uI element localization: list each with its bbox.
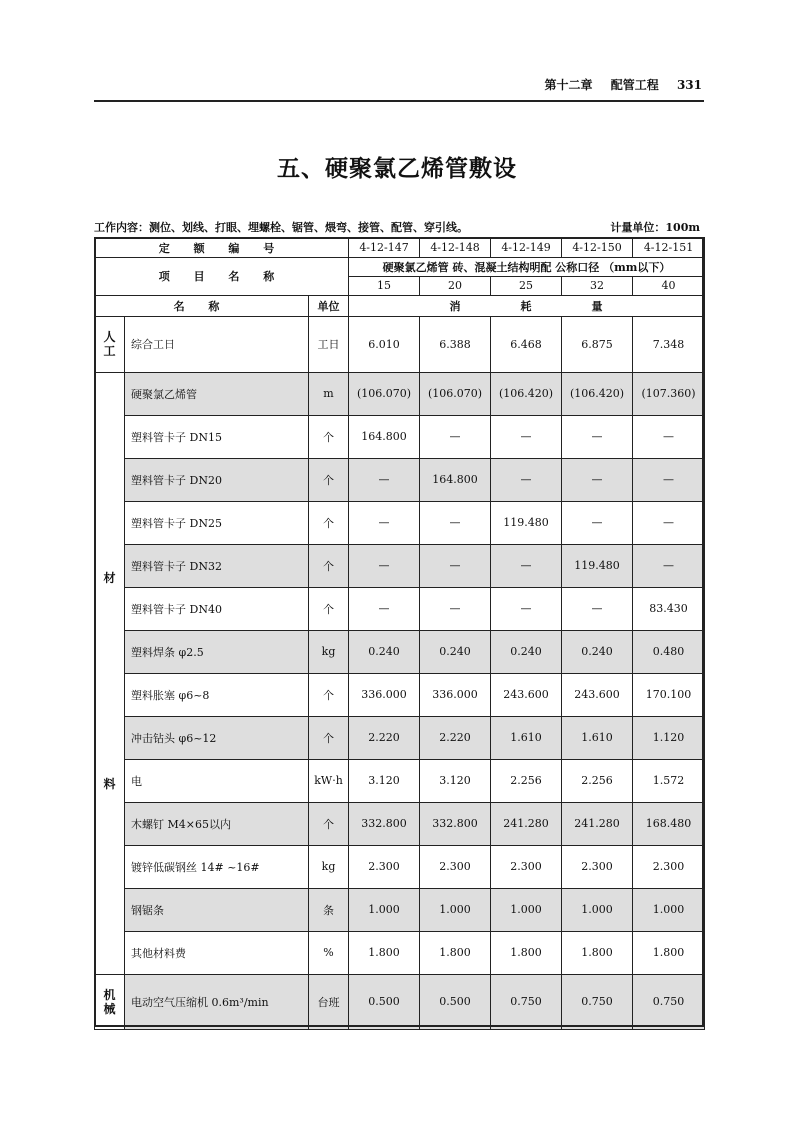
item-value: 243.600 bbox=[491, 673, 562, 716]
item-value: — bbox=[562, 458, 633, 501]
table-row bbox=[95, 716, 705, 759]
page-title: 五、硬聚氯乙烯管敷设 bbox=[277, 155, 517, 182]
item-unit: kg bbox=[309, 845, 349, 888]
item-name: 硬聚氯乙烯管 bbox=[125, 372, 309, 415]
table-row bbox=[95, 673, 705, 716]
item-name: 塑料焊条 φ2.5 bbox=[125, 630, 309, 673]
item-name: 其他材料费 bbox=[125, 931, 309, 974]
unit-label: 计量单位：100m bbox=[610, 221, 700, 234]
item-value: 1.120 bbox=[633, 716, 705, 759]
category-material-label-1: 材 bbox=[103, 570, 116, 585]
column-header-row bbox=[95, 295, 705, 316]
item-value: — bbox=[491, 415, 562, 458]
quota-code: 4-12-151 bbox=[633, 238, 705, 257]
table-row bbox=[95, 372, 705, 415]
item-name: 电 bbox=[125, 759, 309, 802]
item-value: (106.070) bbox=[420, 372, 491, 415]
item-value: (106.420) bbox=[491, 372, 562, 415]
item-value: 1.000 bbox=[491, 888, 562, 931]
item-value: 1.572 bbox=[633, 759, 705, 802]
item-value: — bbox=[420, 587, 491, 630]
section-label: 配管工程 bbox=[610, 78, 659, 92]
item-unit: 台班 bbox=[309, 974, 349, 1029]
item-value: 0.500 bbox=[349, 974, 420, 1029]
item-value: — bbox=[491, 458, 562, 501]
table-row bbox=[95, 316, 705, 372]
table-row bbox=[95, 587, 705, 630]
item-value: 2.300 bbox=[562, 845, 633, 888]
item-value: — bbox=[420, 544, 491, 587]
diameter: 25 bbox=[491, 276, 562, 295]
quota-table bbox=[94, 237, 705, 1030]
item-name: 塑料管卡子 DN25 bbox=[125, 501, 309, 544]
item-value: 2.220 bbox=[349, 716, 420, 759]
item-name: 塑料管卡子 DN15 bbox=[125, 415, 309, 458]
item-value: 1.800 bbox=[420, 931, 491, 974]
item-value: — bbox=[491, 544, 562, 587]
consumption-header-char: 耗 bbox=[491, 295, 562, 316]
item-unit: m bbox=[309, 372, 349, 415]
category-machine bbox=[95, 974, 125, 1029]
chapter-label: 第十二章 bbox=[544, 78, 593, 92]
header-info bbox=[531, 76, 702, 93]
item-value: 0.240 bbox=[349, 630, 420, 673]
item-value: 0.750 bbox=[562, 974, 633, 1029]
item-value: 3.120 bbox=[420, 759, 491, 802]
item-unit: 个 bbox=[309, 716, 349, 759]
item-value: 1.800 bbox=[633, 931, 705, 974]
consumption-header-spacer bbox=[349, 295, 420, 316]
item-value: 1.800 bbox=[562, 931, 633, 974]
table-row bbox=[95, 415, 705, 458]
name-column-header: 名 称 bbox=[95, 295, 309, 316]
table-row bbox=[95, 888, 705, 931]
table-row bbox=[95, 759, 705, 802]
item-unit: 个 bbox=[309, 673, 349, 716]
item-value: 0.480 bbox=[633, 630, 705, 673]
item-name: 综合工日 bbox=[125, 316, 309, 372]
item-value: 1.000 bbox=[633, 888, 705, 931]
item-value: 336.000 bbox=[349, 673, 420, 716]
unit-column-header: 单位 bbox=[309, 295, 349, 316]
item-value: 6.010 bbox=[349, 316, 420, 372]
quota-code-label: 定 额 编 号 bbox=[95, 238, 349, 257]
item-value: 0.240 bbox=[420, 630, 491, 673]
item-value: — bbox=[420, 415, 491, 458]
item-value: 6.388 bbox=[420, 316, 491, 372]
table-row bbox=[95, 802, 705, 845]
table-row bbox=[95, 544, 705, 587]
quota-code: 4-12-148 bbox=[420, 238, 491, 257]
item-value: — bbox=[349, 458, 420, 501]
item-value: — bbox=[349, 501, 420, 544]
consumption-header-char: 消 bbox=[420, 295, 491, 316]
item-unit: 个 bbox=[309, 415, 349, 458]
table-row bbox=[95, 845, 705, 888]
item-value: — bbox=[491, 587, 562, 630]
item-unit: 个 bbox=[309, 802, 349, 845]
item-value: 1.610 bbox=[562, 716, 633, 759]
quota-code: 4-12-147 bbox=[349, 238, 420, 257]
item-value: 7.348 bbox=[633, 316, 705, 372]
category-gap bbox=[98, 585, 121, 777]
item-value: 0.750 bbox=[633, 974, 705, 1029]
item-value: 1.000 bbox=[420, 888, 491, 931]
quota-code-row bbox=[95, 238, 705, 257]
item-value: 2.256 bbox=[491, 759, 562, 802]
item-value: 6.875 bbox=[562, 316, 633, 372]
item-value: 168.480 bbox=[633, 802, 705, 845]
item-name-label: 项 目 名 称 bbox=[95, 257, 349, 295]
description-row bbox=[95, 257, 705, 276]
item-name: 冲击钻头 φ6~12 bbox=[125, 716, 309, 759]
table-row bbox=[95, 630, 705, 673]
item-value: 1.800 bbox=[349, 931, 420, 974]
item-value: 2.256 bbox=[562, 759, 633, 802]
item-value: 2.300 bbox=[420, 845, 491, 888]
item-value: — bbox=[633, 415, 705, 458]
consumption-header-spacer bbox=[633, 295, 705, 316]
item-unit: % bbox=[309, 931, 349, 974]
item-value: 243.600 bbox=[562, 673, 633, 716]
diameter: 20 bbox=[420, 276, 491, 295]
item-value: 170.100 bbox=[633, 673, 705, 716]
item-unit: 工日 bbox=[309, 316, 349, 372]
diameter: 40 bbox=[633, 276, 705, 295]
item-value: 164.800 bbox=[420, 458, 491, 501]
item-name: 钢锯条 bbox=[125, 888, 309, 931]
category-machine-label: 机械 bbox=[103, 987, 116, 1016]
item-name: 塑料管卡子 DN32 bbox=[125, 544, 309, 587]
item-unit: kW·h bbox=[309, 759, 349, 802]
item-value: (106.420) bbox=[562, 372, 633, 415]
item-value: 2.220 bbox=[420, 716, 491, 759]
item-value: 2.300 bbox=[349, 845, 420, 888]
consumption-header-char: 量 bbox=[562, 295, 633, 316]
item-value: 0.240 bbox=[562, 630, 633, 673]
item-value: — bbox=[633, 544, 705, 587]
item-value: 83.430 bbox=[633, 587, 705, 630]
item-value: 3.120 bbox=[349, 759, 420, 802]
item-value: — bbox=[349, 544, 420, 587]
item-value: — bbox=[349, 587, 420, 630]
item-value: 2.300 bbox=[491, 845, 562, 888]
item-value: 1.800 bbox=[491, 931, 562, 974]
item-value: 241.280 bbox=[491, 802, 562, 845]
item-name: 木螺钉 M4×65以内 bbox=[125, 802, 309, 845]
quota-code: 4-12-150 bbox=[562, 238, 633, 257]
work-content: 工作内容：测位、划线、打眼、埋螺栓、锯管、煨弯、接管、配管、穿引线。 bbox=[94, 221, 468, 234]
category-material bbox=[95, 372, 125, 974]
item-value: — bbox=[562, 415, 633, 458]
item-value: 0.500 bbox=[420, 974, 491, 1029]
table-row bbox=[95, 458, 705, 501]
item-value: 164.800 bbox=[349, 415, 420, 458]
item-name: 塑料管卡子 DN20 bbox=[125, 458, 309, 501]
item-value: 1.610 bbox=[491, 716, 562, 759]
item-value: (107.360) bbox=[633, 372, 705, 415]
item-value: 1.000 bbox=[562, 888, 633, 931]
item-name: 镀锌低碳钢丝 14# ~16# bbox=[125, 845, 309, 888]
meta-line bbox=[94, 219, 704, 235]
item-value: (106.070) bbox=[349, 372, 420, 415]
item-value: — bbox=[562, 501, 633, 544]
item-value: 336.000 bbox=[420, 673, 491, 716]
table-row bbox=[95, 501, 705, 544]
table-row bbox=[95, 931, 705, 974]
item-unit: kg bbox=[309, 630, 349, 673]
item-value: 332.800 bbox=[420, 802, 491, 845]
table-row bbox=[95, 974, 705, 1029]
item-value: 119.480 bbox=[491, 501, 562, 544]
item-value: — bbox=[633, 458, 705, 501]
item-unit: 个 bbox=[309, 501, 349, 544]
item-value: — bbox=[562, 587, 633, 630]
item-value: — bbox=[420, 501, 491, 544]
item-unit: 个 bbox=[309, 458, 349, 501]
item-value: 241.280 bbox=[562, 802, 633, 845]
page-header bbox=[94, 76, 704, 102]
item-value: 332.800 bbox=[349, 802, 420, 845]
diameter: 15 bbox=[349, 276, 420, 295]
item-value: 0.240 bbox=[491, 630, 562, 673]
category-labor bbox=[95, 316, 125, 372]
page-number: 331 bbox=[676, 78, 702, 92]
item-value: 2.300 bbox=[633, 845, 705, 888]
diameter: 32 bbox=[562, 276, 633, 295]
item-value: 6.468 bbox=[491, 316, 562, 372]
item-value: 1.000 bbox=[349, 888, 420, 931]
item-value: — bbox=[633, 501, 705, 544]
item-name: 电动空气压缩机 0.6m³/min bbox=[125, 974, 309, 1029]
category-material-label-2: 料 bbox=[103, 776, 116, 791]
item-name: 塑料管卡子 DN40 bbox=[125, 587, 309, 630]
item-description: 硬聚氯乙烯管 砖、混凝土结构明配 公称口径 （mm以下） bbox=[349, 257, 705, 276]
quota-code: 4-12-149 bbox=[491, 238, 562, 257]
item-unit: 条 bbox=[309, 888, 349, 931]
item-name: 塑料胀塞 φ6~8 bbox=[125, 673, 309, 716]
item-unit: 个 bbox=[309, 544, 349, 587]
category-labor-label: 人工 bbox=[103, 330, 116, 358]
item-value: 119.480 bbox=[562, 544, 633, 587]
item-unit: 个 bbox=[309, 587, 349, 630]
item-value: 0.750 bbox=[491, 974, 562, 1029]
